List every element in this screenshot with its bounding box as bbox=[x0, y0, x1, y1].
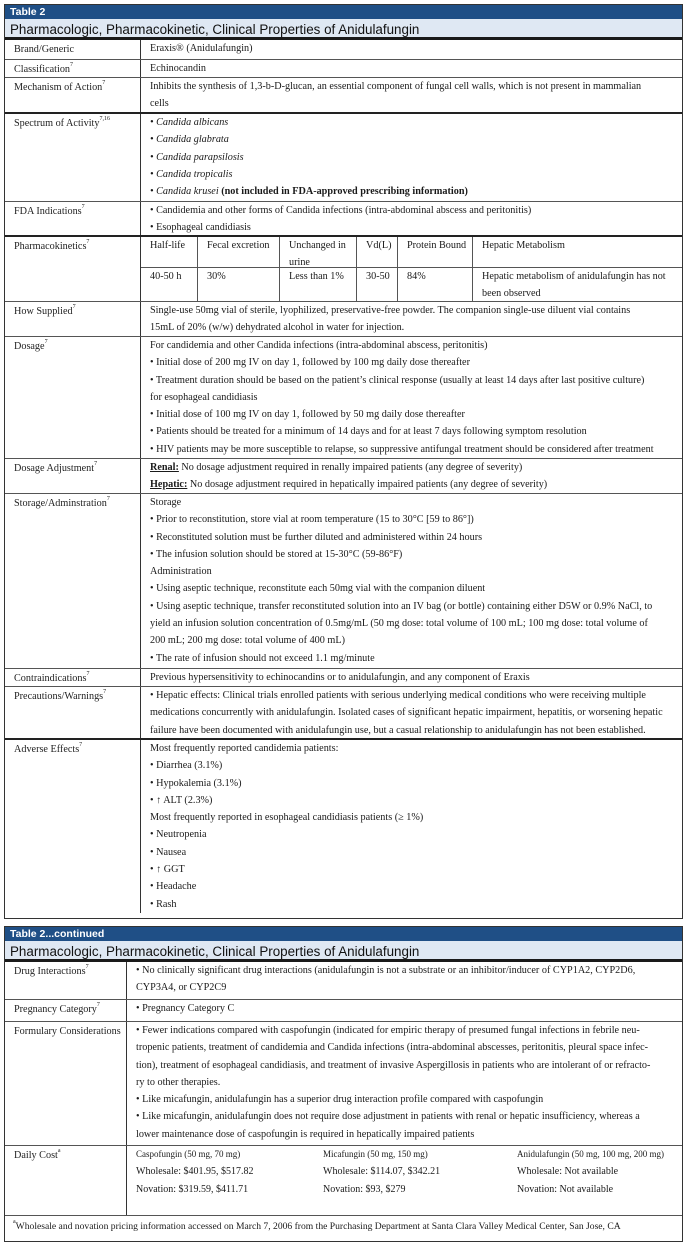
pk-header: Protein Bound bbox=[398, 237, 473, 267]
row-dosage bbox=[5, 337, 682, 459]
row-classification bbox=[5, 60, 682, 78]
table-tag: Table 2...continued bbox=[5, 927, 682, 941]
row-drug-interactions bbox=[5, 962, 682, 1000]
row-label: Pregnancy Category$^7$ bbox=[5, 1000, 127, 1021]
row-value: Echinocandin bbox=[150, 63, 207, 74]
row-value bbox=[127, 1146, 682, 1215]
row-label: How Supplied$^7$ bbox=[5, 302, 141, 336]
pk-value: 84% bbox=[398, 268, 473, 301]
row-value: Previous hypersensitivity to echinocandins or to anidulafungin, and any component of Eraxis bbox=[150, 672, 530, 683]
row-value: Eraxis® (Anidulafungin) bbox=[150, 43, 253, 54]
cost-column: Anidulafungin (50 mg, 100 mg, 200 mg) Wholesale: Not available Novation: Not available bbox=[517, 1149, 664, 1195]
row-brand bbox=[5, 40, 682, 60]
row-label: Formulary Considerations bbox=[5, 1022, 127, 1145]
cost-column: Caspofungin (50 mg, 70 mg) Wholesale: $401.95, $517.82 Novation: $319.59, $411.71 bbox=[136, 1149, 254, 1195]
row-pharmacokinetics bbox=[5, 237, 682, 302]
pk-value: 40-50 h bbox=[141, 268, 198, 301]
footnote: $^a$Wholesale and novation pricing information accessed on March 7, 2006 from the Purchasing Department at Santa Clara Valley Medical Center, San Jose, CA bbox=[13, 1219, 621, 1232]
pk-header: Vd(L) bbox=[357, 237, 398, 267]
cost-column: Micafungin (50 mg, 150 mg) Wholesale: $114.07, $342.21 Novation: $93, $279 bbox=[323, 1149, 441, 1195]
row-adverse-effects bbox=[5, 740, 682, 913]
row-label: FDA Indications$^7$ bbox=[5, 202, 141, 235]
pk-header: Unchanged in urine bbox=[280, 237, 357, 267]
row-contraindications bbox=[5, 669, 682, 687]
pk-value: 30-50 bbox=[357, 268, 398, 301]
row-label: Classification$^7$ bbox=[5, 60, 141, 77]
row-label: Dosage$^7$ bbox=[5, 337, 141, 458]
row-label: Spectrum of Activity$^{7,16}$ bbox=[5, 114, 141, 201]
table-title: Pharmacologic, Pharmacokinetic, Clinical Properties of Anidulafungin bbox=[5, 941, 682, 962]
pk-header: Half-life bbox=[141, 237, 198, 267]
row-label: Pharmacokinetics$^7$ bbox=[5, 237, 141, 301]
row-label: Contraindications$^7$ bbox=[5, 669, 141, 686]
row-value: • Fewer indications compared with caspofungin (indicated for empiric therapy of presumed fungal infections in febrile neu- tropenic patients, treatment of candidemia and Candida infections (intra-abdominal abscesses, peritonitis, pleural space infec- tion), treatment of esophageal candidiasis, and treatment of invasive Aspergillosis in patients who are intolerant of or refracto- ry to other therapies. • Like micafungin, anidulafungin has a superior drug interaction profile compared with caspofungin • Like micafungin, anidulafungin does not require dose adjustment in patients with renal or hepatic insufficiency, whereas a lower maintenance dose of caspofungin is required in hepatically impaired patients bbox=[136, 1025, 651, 1140]
pk-value-row bbox=[141, 268, 682, 301]
row-pregnancy bbox=[5, 1000, 682, 1022]
pk-header: Hepatic Metabolism bbox=[482, 240, 565, 251]
pk-header: Fecal excretion bbox=[198, 237, 280, 267]
pk-value: 30% bbox=[198, 268, 280, 301]
row-value: Single-use 50mg vial of sterile, lyophilized, preservative-free powder. The companion single-use diluent vial contains 15mL of 20% (w/w) dehydrated alcohol in water for injection. bbox=[150, 305, 631, 334]
row-value: • Candidemia and other forms of Candida infections (intra-abdominal abscess and peritonitis) • Esophageal candidiasis bbox=[150, 205, 532, 234]
row-value: • Hepatic effects: Clinical trials enrolled patients with serious underlying medical conditions who were receiving multiple medications concurrently with anidulafungin. Isolated cases of significant hepatic impairment, hepatitis, or worsening hepatic failure have been documented with anidulafungin use, but a casual relationship to anidulafungin has not been established. bbox=[150, 690, 663, 736]
row-mechanism bbox=[5, 78, 682, 114]
table-2-continued bbox=[4, 926, 683, 1242]
row-fda-indications bbox=[5, 202, 682, 237]
row-label: Adverse Effects$^7$ bbox=[5, 740, 141, 913]
row-value: Renal: No dosage adjustment required in renally impaired patients (any degree of severity) Hepatic: No dosage adjustment required in hepatically impaired patients (any degree of severity) bbox=[150, 462, 548, 491]
row-label: Brand/Generic bbox=[5, 40, 141, 59]
table-title: Pharmacologic, Pharmacokinetic, Clinical Properties of Anidulafungin bbox=[5, 19, 682, 40]
table-tag: Table 2 bbox=[5, 5, 682, 19]
row-label: Precautions/Warnings$^7$ bbox=[5, 687, 141, 738]
row-value: Storage • Prior to reconstitution, store vial at room temperature (15 to 30°C [59 to 86°]) • Reconstituted solution must be further diluted and administered within 24 hours • The infusion solution should be stored at 15-30°C (59-86°F) Administration • Using aseptic technique, reconstitute each 50mg vial with the companion diluent • Using aseptic technique, transfer reconstituted solution into an IV bag (or bottle) containing either D5W or 0.9% NaCl, to yield an infusion solution concentration of 0.5mg/mL (50 mg dose: total volume of 100 mL; 100 mg dose: total volume of 200 mL; 200 mg dose: total volume of 400 mL) • The rate of infusion should not exceed 1.1 mg/minute bbox=[150, 497, 653, 664]
pk-header-row bbox=[141, 237, 682, 268]
row-value: • No clinically significant drug interactions (anidulafungin is not a substrate or an inhibitor/inducer of CYP1A2, CYP2D6, CYP3A4, or CYP2C9 bbox=[136, 965, 636, 994]
row-storage-administration bbox=[5, 494, 682, 669]
row-value: Inhibits the synthesis of 1,3-b-D-glucan, an essential component of fungal cell walls, which is not present in mammalian cells bbox=[150, 81, 642, 110]
row-formulary bbox=[5, 1022, 682, 1146]
row-precautions bbox=[5, 687, 682, 740]
pk-subtable bbox=[141, 237, 682, 301]
row-value: • Pregnancy Category C bbox=[136, 1003, 235, 1014]
pk-value: Less than 1% bbox=[280, 268, 357, 301]
row-spectrum bbox=[5, 114, 682, 202]
row-label: Dosage Adjustment$^7$ bbox=[5, 459, 141, 493]
row-value: For candidemia and other Candida infections (intra-abdominal abscess, peritonitis) • Initial dose of 200 mg IV on day 1, followed by 100 mg daily dose thereafter • Treatment duration should be based on the patient’s clinical response (usually at least 14 days after last positive culture) for esophageal candidiasis • Initial dose of 100 mg IV on day 1, followed by 50 mg daily dose thereafter • Patients should be treated for a minimum of 14 days and for at least 7 days following symptom resolution • HIV patients may be more susceptible to relapse, so suppressive antifungal treatment should be considered after treatment bbox=[150, 340, 654, 455]
row-label: Mechanism of Action$^7$ bbox=[5, 78, 141, 112]
row-value: • Candida albicans • Candida glabrata • Candida parapsilosis • Candida tropicalis • Candida krusei (not included in FDA-approved prescribing information) bbox=[150, 117, 468, 198]
row-how-supplied bbox=[5, 302, 682, 337]
row-value: Most frequently reported candidemia patients: • Diarrhea (3.1%) • Hypokalemia (3.1%) • ↑ ALT (2.3%) Most frequently reported in esophageal candidiasis patients (≥ 1%) • Neutropenia • Nausea • ↑ GGT • Headache • Rash bbox=[150, 743, 424, 910]
row-label: Storage/Adminstration$^7$ bbox=[5, 494, 141, 668]
row-label: Daily Cost$^a$ bbox=[5, 1146, 127, 1215]
row-daily-cost bbox=[5, 1146, 682, 1216]
pk-value: Hepatic metabolism of anidulafungin has not been observed bbox=[482, 271, 666, 300]
row-label: Drug Interactions$^7$ bbox=[5, 962, 127, 999]
table-2 bbox=[4, 4, 683, 919]
row-dosage-adjustment bbox=[5, 459, 682, 494]
